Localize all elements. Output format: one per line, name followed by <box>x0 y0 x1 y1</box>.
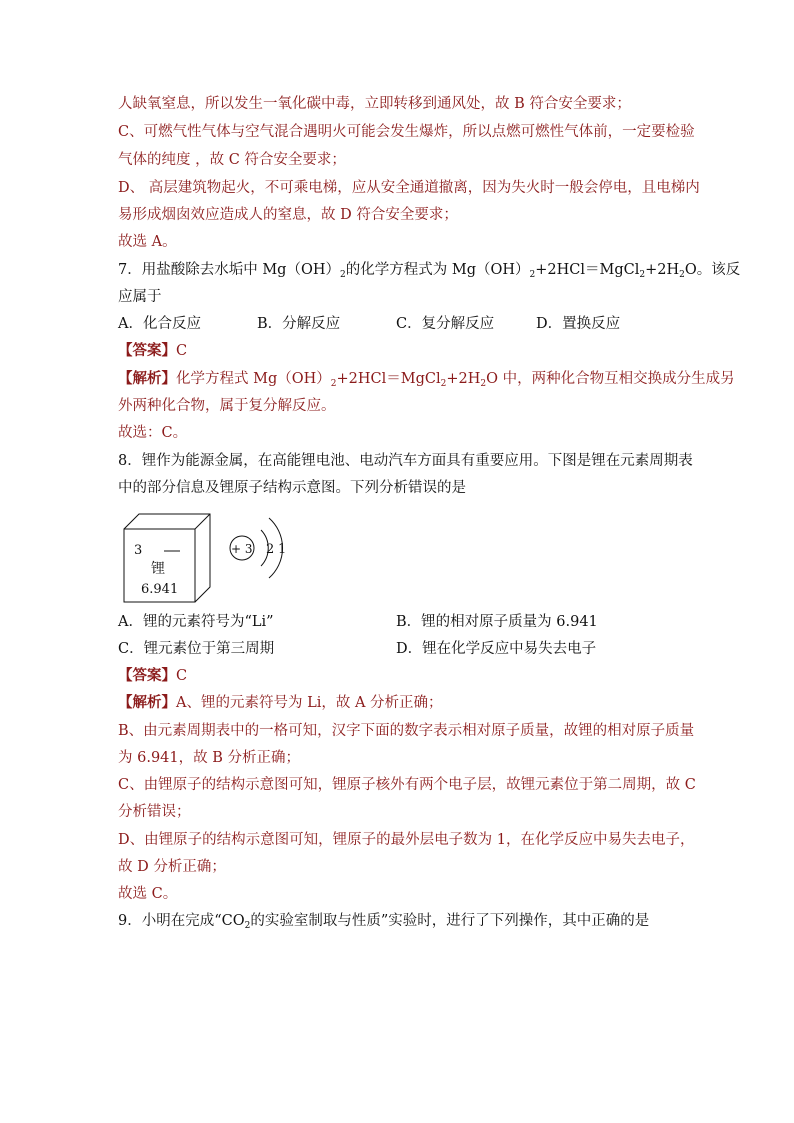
nucleus-charge: + 3 <box>231 542 253 556</box>
q7-analysis-line2: 外两种化合物，属于复分解反应。 <box>118 398 336 414</box>
atomic-mass: 6.941 <box>141 582 179 597</box>
q7-option-a: A．化合反应 <box>118 316 201 332</box>
q6-choose: 故选 A。 <box>118 234 177 250</box>
q6-analysis-line: 易形成烟囱效应造成人的窒息，故 D 符合安全要求； <box>118 207 458 223</box>
q8-option-a: A．锂的元素符号为“Li” <box>118 614 274 630</box>
q8-option-b: B．锂的相对原子质量为 6.941 <box>396 614 598 630</box>
atomic-number: 3 <box>134 543 143 558</box>
q7-answer: 【答案】C <box>118 342 188 359</box>
shell-1-electrons: 2 <box>266 542 275 557</box>
q8-analysis-line: 分析错误； <box>118 804 191 820</box>
q8-analysis-line: D、由锂原子的结构示意图可知，锂原子的最外层电子数为 1，在化学反应中易失去电子， <box>118 832 695 848</box>
q8-choose: 故选 C。 <box>118 886 178 902</box>
q8-analysis-line: B、由元素周期表中的一格可知，汉字下面的数字表示相对原子质量，故锂的相对原子质量 <box>118 723 695 739</box>
q8-analysis-line: 故 D 分析正确； <box>118 859 226 875</box>
lithium-figure <box>118 508 318 608</box>
q7-option-c: C．复分解反应 <box>396 316 495 332</box>
q6-analysis-line: C、可燃气性气体与空气混合遇明火可能会发生爆炸，所以点燃可燃性气体前，一定要检验 <box>118 124 695 140</box>
shell-2-electrons: 1 <box>278 542 287 557</box>
q9-stem: 9．小明在完成“$CO_2$的实验室制取与性质”实验时，进行了下列操作，其中正确的是 <box>118 913 650 931</box>
q8-analysis-line: C、由锂原子的结构示意图可知，锂原子核外有两个电子层，故锂元素位于第二周期，故 C <box>118 777 696 793</box>
q7-stem: 7．用盐酸除去水垢中 $Mg(OH)_2$的化学方程式为 $Mg(OH)_2+2HCl=MgCl_2+2H_2O$。该反 <box>118 262 741 280</box>
q7-analysis: 【解析】化学方程式 $Mg(OH)_2+2HCl=MgCl_2+2H_2O$ 中，两种化合物互相交换成分生成另 <box>118 370 735 389</box>
q6-analysis-line: 人缺氧窒息，所以发生一氧化碳中毒，立即转移到通风处，故 B 符合安全要求； <box>118 96 631 112</box>
q8-stem: 8．锂作为能源金属，在高能锂电池、电动汽车方面具有重要应用。下图是锂在元素周期表 <box>118 453 693 469</box>
q7-choose: 故选：C。 <box>118 425 188 441</box>
q8-answer: 【答案】C <box>118 667 188 684</box>
q8-analysis: 【解析】A、锂的元素符号为 Li，故 A 分析正确； <box>118 694 443 711</box>
q7-option-d: D．置换反应 <box>536 316 621 332</box>
element-name: 锂 <box>151 561 165 577</box>
q8-option-c: C．锂元素位于第三周期 <box>118 641 275 657</box>
q6-analysis-line: D、 高层建筑物起火，不可乘电梯，应从安全通道撤离，因为失火时一般会停电，且电梯内 <box>118 180 700 196</box>
q7-option-b: B．分解反应 <box>257 316 341 332</box>
q8-option-d: D．锂在化学反应中易失去电子 <box>396 641 597 657</box>
q6-analysis-line: 气体的纯度 ，故 C 符合安全要求； <box>118 152 346 168</box>
q8-stem-line2: 中的部分信息及锂原子结构示意图。下列分析错误的是 <box>118 480 466 496</box>
q7-stem-line2: 应属于 <box>118 289 162 305</box>
q8-analysis-line: 为 6.941，故 B 分析正确； <box>118 750 300 766</box>
